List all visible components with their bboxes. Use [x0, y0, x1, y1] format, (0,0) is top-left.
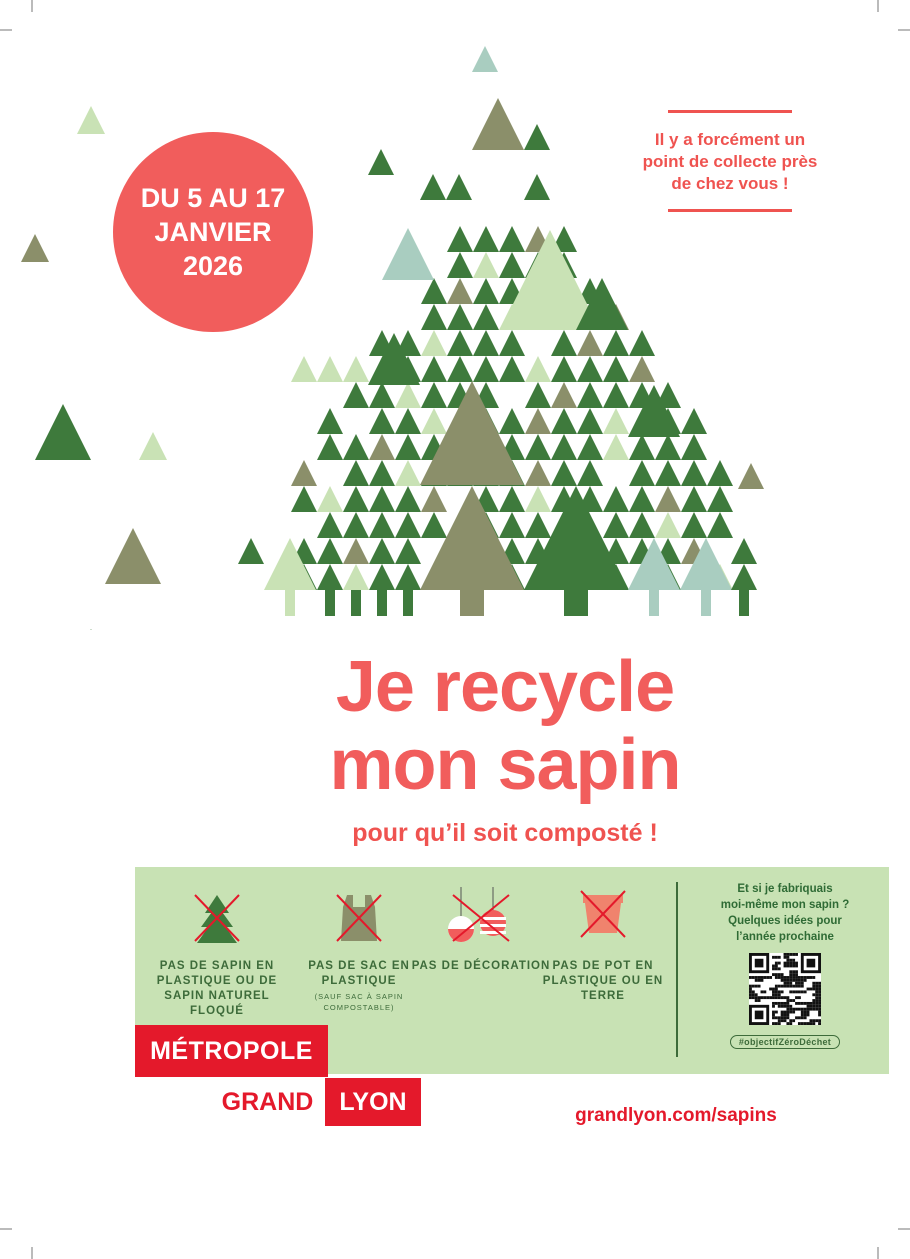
title-line-2: mon sapin [329, 725, 681, 805]
tree-triangle [603, 434, 629, 460]
tree-triangle [421, 304, 447, 330]
note-line-2: point de collecte près [642, 152, 818, 171]
tree-triangle [317, 434, 343, 460]
tree-triangle [524, 124, 550, 150]
tree-trunk [701, 590, 711, 616]
tree-triangle [681, 408, 707, 434]
rule-no-plastic-bag [289, 887, 429, 1013]
tree-triangle [369, 538, 395, 564]
tree-triangle [395, 460, 421, 486]
tree-triangle [447, 278, 473, 304]
tree-triangle [77, 106, 105, 134]
tree-triangle [343, 356, 369, 382]
tree-triangle [395, 408, 421, 434]
diy-tree-section [695, 881, 875, 1050]
tree-triangle [603, 382, 629, 408]
tree-triangle [77, 629, 105, 630]
date-line-3: 2026 [182, 251, 244, 281]
tree-triangle [395, 564, 421, 590]
tree-triangle [473, 278, 499, 304]
tree-triangle [681, 460, 707, 486]
tree-triangle [551, 408, 577, 434]
tree-triangle [421, 356, 447, 382]
note-line-1: Il y a forcément un [654, 130, 806, 149]
tree-triangle [447, 330, 473, 356]
tree-triangle [577, 460, 603, 486]
tree-triangle [473, 356, 499, 382]
tree-triangle [473, 226, 499, 252]
tree-triangle [681, 434, 707, 460]
tree-trunk [564, 590, 588, 616]
tree-triangle [317, 408, 343, 434]
tree-triangle [525, 408, 551, 434]
tree-triangle [472, 98, 524, 150]
tree-triangle [551, 330, 577, 356]
tree-triangle [499, 408, 525, 434]
tree-triangle [525, 460, 551, 486]
tree-trunk [325, 590, 335, 616]
diy-line-2: moi-même mon sapin ? [720, 899, 850, 911]
tree-triangle [369, 486, 395, 512]
tree-triangle [343, 512, 369, 538]
logo-grand: GRAND [221, 1087, 314, 1116]
tree-triangle [525, 434, 551, 460]
tree-triangle [35, 404, 91, 460]
crossed-out-ornaments-icon [441, 887, 521, 947]
tree-triangle [343, 564, 369, 590]
tree-triangle [681, 512, 707, 538]
tree-triangle [577, 382, 603, 408]
tree-triangle [525, 356, 551, 382]
tree-triangle [446, 174, 472, 200]
tree-triangle [473, 330, 499, 356]
tree-triangle [655, 486, 681, 512]
rule-label: PAS DE SAPIN EN PLASTIQUE OU DE SAPIN NATUREL FLOQUÉ [156, 960, 278, 1017]
tree-triangle [629, 434, 655, 460]
diy-line-3: Quelques idées pour [728, 915, 842, 927]
subtitle: pour qu’il soit composté ! [352, 819, 658, 847]
tree-triangle [291, 460, 317, 486]
tree-triangle [603, 356, 629, 382]
tree-triangle [343, 486, 369, 512]
tree-triangle [369, 460, 395, 486]
tree-triangle [291, 486, 317, 512]
tree-triangle [499, 252, 525, 278]
tree-triangle [382, 228, 434, 280]
tree-triangle [421, 486, 447, 512]
diy-line-1: Et si je fabriquais [737, 883, 833, 895]
tree-triangle [629, 512, 655, 538]
rule-label: PAS DE POT EN PLASTIQUE OU EN TERRE [542, 960, 664, 1002]
tree-triangle [395, 434, 421, 460]
tree-triangle [421, 408, 447, 434]
tree-triangle [681, 486, 707, 512]
tree-triangle [577, 330, 603, 356]
tree-triangle [525, 486, 551, 512]
tree-triangle [395, 486, 421, 512]
tree-triangle [421, 278, 447, 304]
tree-triangle [368, 149, 394, 175]
tree-triangle [369, 512, 395, 538]
tree-triangle [499, 330, 525, 356]
tree-trunk [460, 590, 484, 616]
tree-triangle [395, 538, 421, 564]
tree-trunk [739, 590, 749, 616]
crossed-out-bag-icon [331, 887, 387, 947]
tree-triangle [603, 408, 629, 434]
tree-triangle [420, 174, 446, 200]
tree-triangle [499, 512, 525, 538]
tree-triangle [447, 226, 473, 252]
rule-no-decoration [411, 887, 551, 974]
rule-no-plastic-tree [147, 887, 287, 1019]
collection-point-note [620, 110, 840, 212]
tree-triangle [738, 463, 764, 489]
website-link[interactable]: grandlyon.com/sapins [575, 1105, 777, 1126]
tree-triangle [447, 356, 473, 382]
tree-triangle [499, 356, 525, 382]
tree-triangle [369, 408, 395, 434]
tree-triangle [369, 382, 395, 408]
tree-trunk [403, 590, 413, 616]
tree-triangle [317, 486, 343, 512]
tree-triangle [369, 564, 395, 590]
tree-triangle [21, 234, 49, 262]
tree-triangle [395, 382, 421, 408]
tree-triangle [551, 460, 577, 486]
tree-triangle [577, 356, 603, 382]
tree-triangle [317, 512, 343, 538]
hashtag-badge: #objectifZéroDéchet [730, 1035, 840, 1049]
tree-triangle [629, 486, 655, 512]
tree-triangle [629, 330, 655, 356]
rule-label: PAS DE SAC EN PLASTIQUE [308, 960, 410, 987]
rule-label: PAS DE DÉCORATION [411, 960, 551, 972]
tree-triangle [343, 382, 369, 408]
tree-triangle [472, 46, 498, 72]
panel-divider [676, 882, 678, 1057]
tree-triangle [447, 252, 473, 278]
logo-lyon: LYON [325, 1078, 421, 1126]
date-line-2: JANVIER [154, 217, 272, 247]
tree-triangle [499, 486, 525, 512]
tree-triangle [577, 434, 603, 460]
tree-triangle [551, 382, 577, 408]
title-line-1: Je recycle [335, 647, 675, 727]
qr-code-icon[interactable] [749, 953, 821, 1025]
tree-triangle [655, 460, 681, 486]
tree-triangle [317, 564, 343, 590]
tree-triangle [629, 460, 655, 486]
tree-triangle [421, 512, 447, 538]
tree-triangle [105, 528, 161, 584]
tree-trunk [649, 590, 659, 616]
tree-triangle [629, 356, 655, 382]
tree-triangle [343, 434, 369, 460]
page-title [250, 648, 760, 804]
tree-triangle [421, 330, 447, 356]
tree-triangle [603, 486, 629, 512]
bottom-rule [668, 209, 792, 212]
tree-triangle [655, 512, 681, 538]
tree-triangle [655, 434, 681, 460]
tree-triangle [238, 538, 264, 564]
tree-triangle [395, 512, 421, 538]
tree-triangle [577, 408, 603, 434]
tree-triangle [447, 304, 473, 330]
tree-triangle [731, 538, 757, 564]
tree-triangle [473, 252, 499, 278]
tree-triangle [551, 356, 577, 382]
diy-line-4: l’année prochaine [736, 931, 834, 943]
rule-note: (SAUF SAC À SAPIN COMPOSTABLE) [314, 992, 404, 1012]
tree-triangle [525, 382, 551, 408]
tree-triangle [291, 356, 317, 382]
logo-metropole: MÉTROPOLE [135, 1025, 328, 1077]
date-badge [113, 132, 313, 332]
tree-triangle [551, 434, 577, 460]
tree-triangle [525, 512, 551, 538]
tree-triangle [421, 382, 447, 408]
tree-triangle [707, 486, 733, 512]
tree-triangle [473, 304, 499, 330]
tree-triangle [139, 432, 167, 460]
tree-trunk [351, 590, 361, 616]
tree-triangle [707, 460, 733, 486]
rule-no-pot [533, 887, 673, 1004]
tree-triangle [707, 512, 733, 538]
tree-triangle [317, 356, 343, 382]
tree-trunk [377, 590, 387, 616]
tree-triangle [343, 460, 369, 486]
tree-triangle [603, 330, 629, 356]
tree-trunk [285, 590, 295, 616]
tree-triangle [317, 538, 343, 564]
tree-triangle [603, 512, 629, 538]
crossed-out-pot-icon [575, 887, 631, 947]
tree-triangle [731, 564, 757, 590]
tree-triangle [343, 538, 369, 564]
date-line-1: DU 5 AU 17 [140, 183, 286, 213]
tree-triangle [499, 226, 525, 252]
crossed-out-tree-icon [189, 887, 245, 947]
note-line-3: de chez vous ! [671, 174, 789, 193]
tree-triangle [369, 434, 395, 460]
tree-triangle [524, 174, 550, 200]
